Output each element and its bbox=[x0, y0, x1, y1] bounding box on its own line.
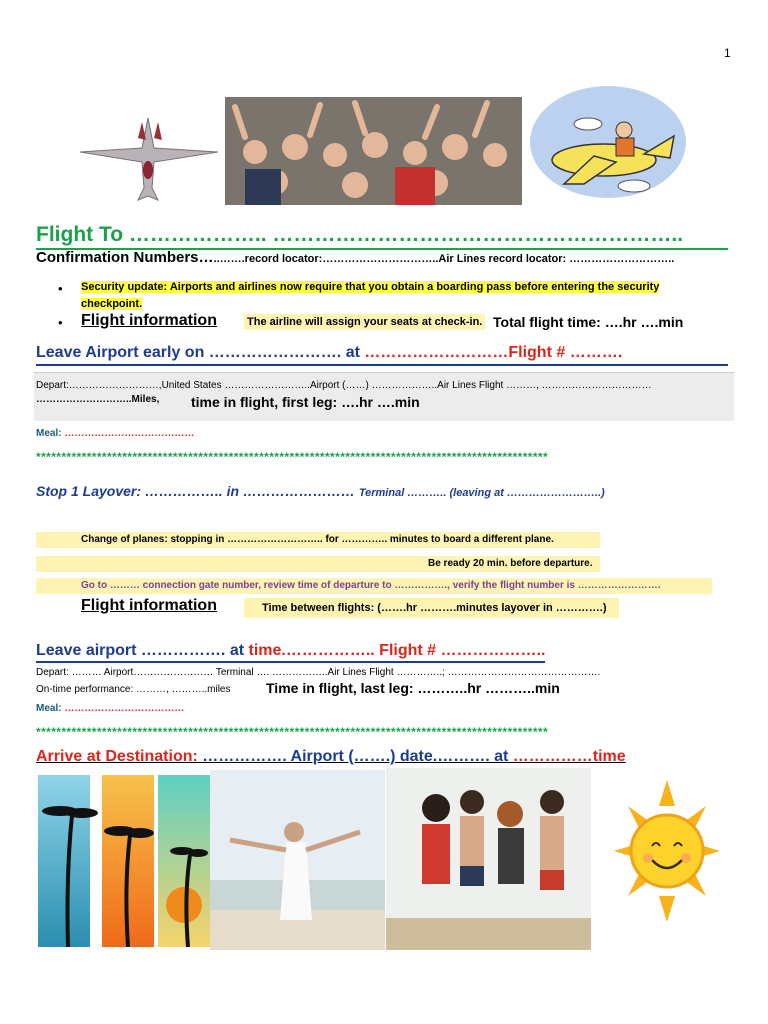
confirmation-numbers bbox=[36, 249, 674, 266]
leave-airport-heading: Leave Airport early on ……………………. at ………………………Flight # ………. bbox=[36, 342, 728, 366]
total-flight-time: Total flight time: ….hr ….min bbox=[493, 314, 684, 330]
fighter-jet-image bbox=[78, 108, 220, 208]
beach-woman-photo bbox=[210, 770, 385, 950]
connection-gate-note: Go to ……… connection gate number, review time of departure to ……………., verify the flight number is ……………………. bbox=[81, 580, 661, 591]
departure-line-2: Depart: ……… Airport…………………… Terminal …. ……………..Air Lines Flight …………..; ………………………………………. bbox=[36, 667, 601, 678]
confirmation-label: Confirmation Numbers… bbox=[36, 249, 214, 266]
time-between-flights: Time between flights: (…….hr ……….minutes layover in ………….) bbox=[262, 602, 607, 614]
seat-assignment-note: The airline will assign your seats at check-in. bbox=[244, 314, 485, 330]
star-divider-2: ***************************************************************************************************** bbox=[36, 725, 549, 739]
last-leg-time: Time in flight, last leg: ………..hr ………..min bbox=[266, 680, 560, 696]
flight-information-label-2: Flight information bbox=[81, 597, 217, 614]
miles-field: ………………………..Miles, bbox=[36, 394, 160, 405]
flight-to-heading: Flight To ……………….. ………………………………………………….. bbox=[36, 222, 728, 250]
cartoon-airplane-image bbox=[524, 84, 686, 202]
bullet-dot: • bbox=[58, 315, 63, 330]
record-locator-line: ..…….record locator:…………………………..Air Lines record locator: ……………………….. bbox=[213, 253, 675, 265]
change-of-planes-note: Change of planes: stopping in ……………………….. for ………….. minutes to board a different plane. bbox=[81, 534, 554, 545]
security-update-note: Security update: Airports and airlines now require that you obtain a boarding pass before entering the security checkpoint. bbox=[81, 281, 660, 310]
leave-airport-heading-2: Leave airport ……………. at time.…………….. Flight # ……………….. bbox=[36, 641, 545, 663]
first-leg-time: time in flight, first leg: ….hr ….min bbox=[191, 394, 420, 410]
smiling-sun-image bbox=[612, 776, 722, 926]
arrive-destination-heading: Arrive at Destination: ……………. Airport (…….) date.………. at ……………time bbox=[36, 748, 626, 765]
on-time-performance: On-time performance: ………, ………..miles bbox=[36, 684, 231, 695]
stop-layover-heading: Stop 1 Layover: …………….. in …………………… Terminal ……….. (leaving at ……………………..) bbox=[36, 483, 605, 499]
beach-group-photo bbox=[386, 768, 591, 950]
departure-line: Depart:………………………,United States ……………………..Airport (……) ………………..Air Lines Flight ………, …………………………… bbox=[36, 380, 652, 391]
star-divider: ***************************************************************************************************** bbox=[36, 450, 549, 464]
ready-before-departure-note: Be ready 20 min. before departure. bbox=[428, 558, 593, 569]
page-number: 1 bbox=[724, 46, 731, 60]
flight-information-label: Flight information bbox=[81, 312, 217, 329]
bullet-dot: • bbox=[58, 281, 63, 296]
meal-line-2: Meal: ……………………………… bbox=[36, 703, 185, 714]
cheering-crowd-photo bbox=[225, 97, 522, 205]
meal-line: Meal: ………………………………… bbox=[36, 428, 195, 439]
palm-trees-image bbox=[38, 775, 210, 947]
